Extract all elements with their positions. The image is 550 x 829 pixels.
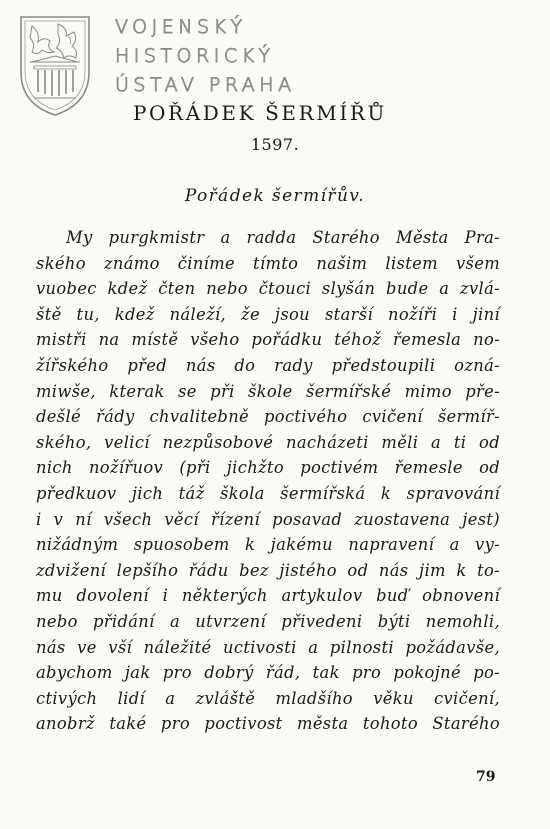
body-line: abychom jak pro dobrý řád, tak pro pokojné po- (36, 663, 500, 683)
body-line: mu dovolení i některých artykulov buď obnovení (36, 586, 500, 606)
section-heading: Pořádek šermířův. (184, 186, 366, 206)
body-line: vuobec kdež čten nebo čtouci slyšán bude a zvlá- (36, 279, 500, 299)
institute-name-line-3: ÚSTAV PRAHA (115, 74, 296, 96)
institute-name-line-2: HISTORICKÝ (115, 45, 275, 67)
body-text (36, 225, 500, 737)
document-title: POŘÁDEK ŠERMÍŘŮ (133, 101, 387, 125)
body-line: nich nožířuov (při jichžto poctivém řemesle od (36, 458, 500, 478)
body-line: ctivých lidí a zvláště mladšího věku cvičení, (36, 688, 500, 708)
page-number: 79 (476, 769, 496, 785)
document-year: 1597. (250, 135, 300, 154)
body-line: zdvižení lepšího řádu bez jistého od nás jim k to- (36, 560, 500, 580)
body-line: žířského před nás do rady předstoupili ozná- (36, 355, 500, 375)
coat-of-arms-stamp-icon (18, 14, 92, 118)
body-line: miwše, kterak se při škole šermířské mimo pře- (36, 381, 500, 401)
body-line: ského, velicí nezpůsobové nacházeti měli a ti od (36, 432, 500, 452)
body-line: My purgkmistr a radda Starého Města Pra- (66, 228, 500, 247)
body-line: anobrž také pro poctivost města tohoto Starého (36, 714, 500, 734)
body-line: nebo přidání a utvrzení přivedeni býti nemohli, (36, 611, 500, 631)
body-line: ského známo činíme tímto našim listem všem (36, 253, 500, 273)
body-line: i v ní všech věcí řízení posavad zuostavena jest) (36, 509, 500, 529)
body-line: mistři na místě všeho pořádku téhož řemesla no- (36, 330, 500, 350)
body-line: ště tu, kdež náleží, že jsou starší nožíři i jiní (36, 304, 500, 324)
body-line: nižádným spuosobem k jakému napravení a vy- (36, 535, 500, 555)
institute-name-line-1: VOJENSKÝ (115, 16, 247, 38)
body-line: předkuov jich táž škola šermířská k spravování (36, 483, 500, 503)
body-line: nás ve vší náležité uctivosti a pilnosti požádavše, (36, 637, 500, 657)
body-line: dešlé řády chvalitebně poctivého cvičení šermíř- (36, 407, 500, 427)
